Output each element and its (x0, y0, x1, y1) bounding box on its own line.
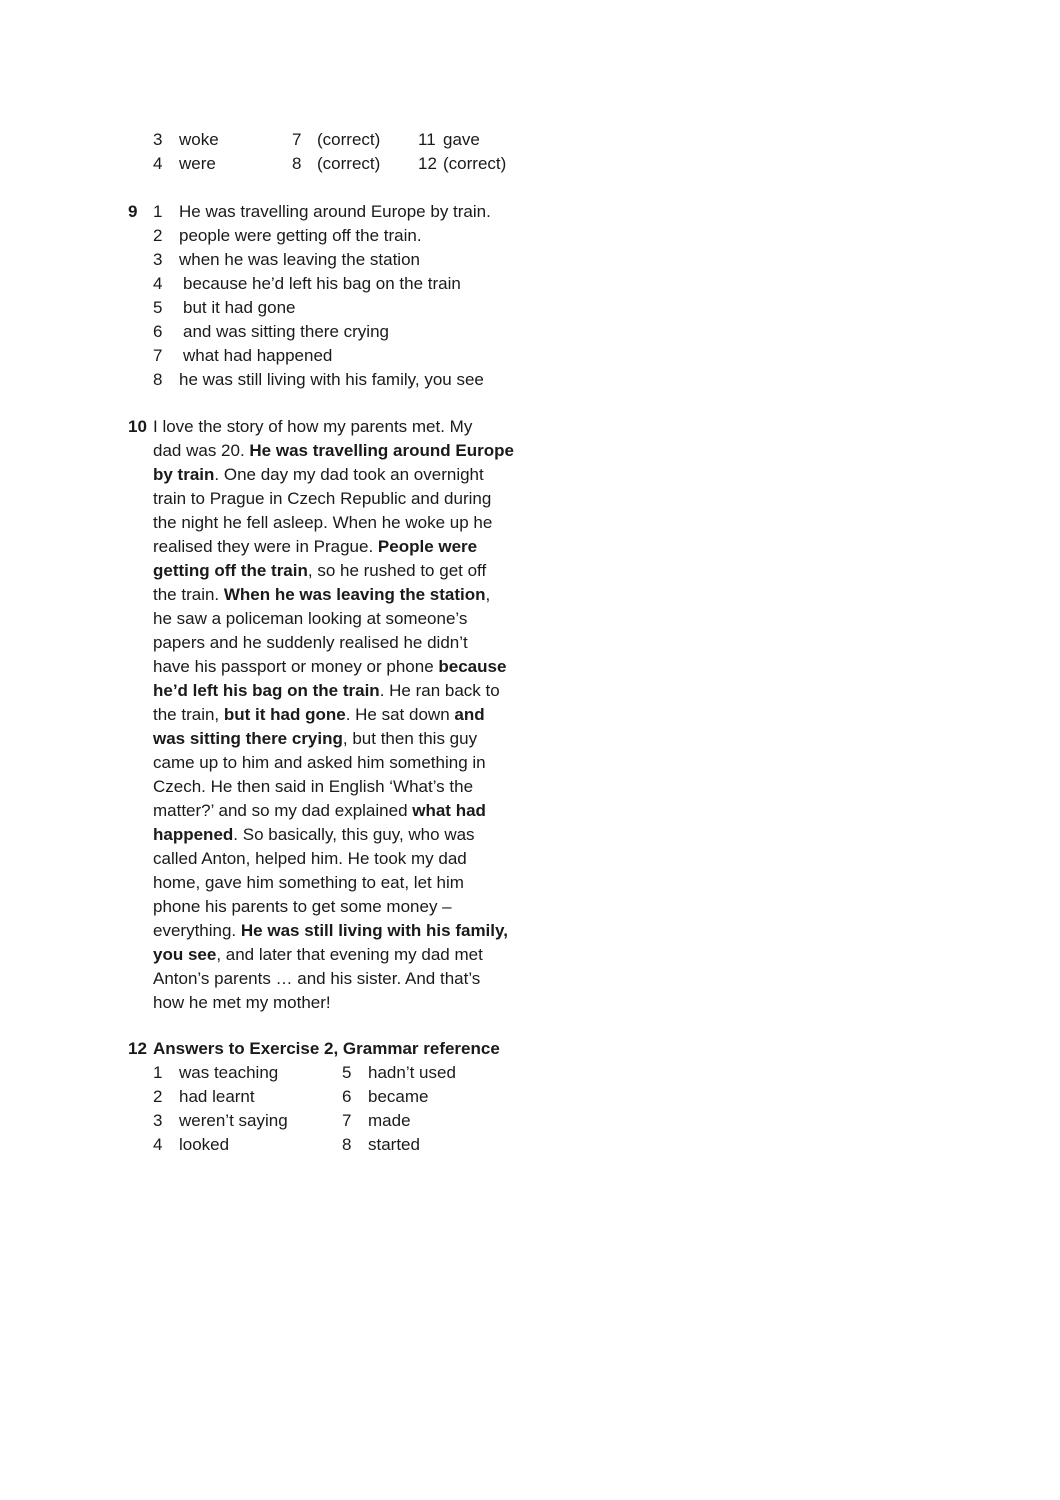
paragraph-line (153, 415, 533, 439)
item-number: 3 (153, 130, 163, 149)
paragraph-line (153, 679, 533, 703)
item-answer: looked (179, 1135, 230, 1154)
paragraph-line (153, 751, 533, 775)
text-segment: , so he rushed to get off (307, 561, 487, 580)
text-segment: phone his parents to get some money – (153, 897, 452, 916)
text-segment: he saw a policeman looking at someone’s (153, 609, 468, 628)
item-number: 1 (153, 1063, 163, 1082)
item-number: 8 (292, 154, 302, 173)
item-number: 8 (342, 1135, 352, 1154)
item-answer: started (368, 1135, 420, 1154)
item-answer: when he was leaving the station (179, 250, 420, 269)
item-answer: was teaching (179, 1063, 279, 1082)
item-number: 3 (153, 1111, 163, 1130)
text-segment: dad was 20. (153, 441, 250, 460)
text-segment: train to Prague in Czech Republic and during (153, 489, 492, 508)
item-number: 2 (153, 226, 163, 245)
item-answer: people were getting off the train. (179, 226, 422, 245)
item-answer: he was still living with his family, you see (179, 370, 484, 389)
text-segment: realised they were in Prague. (153, 537, 378, 556)
paragraph-line (153, 703, 533, 727)
highlighted-answer: but it had gone (223, 705, 346, 724)
paragraph-line (153, 511, 533, 535)
highlighted-answer: by train (153, 465, 215, 484)
highlighted-answer: because (438, 657, 507, 676)
item-answer: became (368, 1087, 429, 1106)
item-number: 5 (342, 1063, 352, 1082)
item-answer: He was travelling around Europe by train. (179, 202, 491, 221)
paragraph-line (153, 439, 533, 463)
item-answer: were (179, 154, 216, 173)
text-segment: everything. (153, 921, 241, 940)
text-segment: papers and he suddenly realised he didn’t (153, 633, 468, 652)
item-number: 7 (292, 130, 302, 149)
highlighted-answer: He was still living with his family, (240, 921, 508, 940)
exercise-12-title: Answers to Exercise 2, Grammar reference (153, 1039, 500, 1058)
paragraph-line (153, 727, 533, 751)
text-segment: have his passport or money or phone (153, 657, 439, 676)
highlighted-answer: and (454, 705, 485, 724)
paragraph-line (153, 799, 533, 823)
text-segment: matter?’ and so my dad explained (153, 801, 413, 820)
item-answer: woke (179, 130, 219, 149)
highlighted-answer: People were (377, 537, 478, 556)
item-answer: gave (443, 130, 480, 149)
highlighted-answer: When he was leaving the station (223, 585, 486, 604)
text-segment: I love the story of how my parents met. My (153, 417, 473, 436)
text-segment: the train. (153, 585, 224, 604)
paragraph-line (153, 895, 533, 919)
item-number: 6 (153, 322, 163, 341)
paragraph-line (153, 919, 533, 943)
text-segment: the train, (153, 705, 224, 724)
item-answer: (correct) (443, 154, 507, 173)
paragraph-line (153, 631, 533, 655)
item-number: 8 (153, 370, 163, 389)
text-segment: home, gave him something to eat, let him (153, 873, 464, 892)
item-number: 3 (153, 250, 163, 269)
item-number: 2 (153, 1087, 163, 1106)
paragraph-line (153, 823, 533, 847)
paragraph-line (153, 583, 533, 607)
text-segment: came up to him and asked him something in (153, 753, 486, 772)
exercise-number: 9 (128, 202, 138, 221)
paragraph-line (153, 559, 533, 583)
highlighted-answer: he’d left his bag on the train (153, 681, 380, 700)
text-segment: the night he fell asleep. When he woke up he (153, 513, 493, 532)
paragraph-line (153, 535, 533, 559)
item-answer: what had happened (183, 346, 333, 365)
text-segment: . He ran back to (379, 681, 500, 700)
highlighted-answer: happened (153, 825, 234, 844)
paragraph-line (153, 943, 533, 967)
text-segment: Czech. He then said in English ‘What’s the (153, 777, 474, 796)
item-number: 7 (153, 346, 163, 365)
item-number: 4 (153, 274, 163, 293)
item-answer: and was sitting there crying (183, 322, 389, 341)
text-segment: called Anton, helped him. He took my dad (153, 849, 467, 868)
paragraph-line (153, 775, 533, 799)
paragraph-line (153, 463, 533, 487)
paragraph-line (153, 655, 533, 679)
item-number: 6 (342, 1087, 352, 1106)
text-segment: , (485, 585, 491, 604)
paragraph-line (153, 967, 533, 991)
text-segment: . He sat down (345, 705, 455, 724)
text-segment: how he met my mother! (153, 993, 331, 1012)
paragraph-line (153, 847, 533, 871)
item-answer: (correct) (317, 154, 381, 173)
paragraph-line (153, 991, 533, 1015)
paragraph-line (153, 607, 533, 631)
item-answer: but it had gone (183, 298, 296, 317)
highlighted-answer: getting off the train (153, 561, 308, 580)
item-number: 4 (153, 1135, 163, 1154)
exercise-10-paragraph (153, 415, 533, 1015)
highlighted-answer: was sitting there crying (153, 729, 343, 748)
paragraph-line (153, 487, 533, 511)
item-answer: had learnt (179, 1087, 255, 1106)
item-number: 7 (342, 1111, 352, 1130)
item-number: 12 (418, 154, 437, 173)
text-segment: . One day my dad took an overnight (214, 465, 484, 484)
item-answer: (correct) (317, 130, 381, 149)
exercise-number: 12 (128, 1039, 147, 1058)
item-number: 5 (153, 298, 163, 317)
item-answer: because he’d left his bag on the train (183, 274, 461, 293)
highlighted-answer: you see (153, 945, 217, 964)
paragraph-line (153, 871, 533, 895)
item-answer: made (368, 1111, 411, 1130)
item-number: 11 (418, 130, 436, 149)
item-number: 4 (153, 154, 163, 173)
highlighted-answer: He was travelling around Europe (249, 441, 514, 460)
text-segment: , but then this guy (342, 729, 478, 748)
item-number: 1 (153, 202, 163, 221)
highlighted-answer: what had (412, 801, 486, 820)
exercise-number: 10 (128, 417, 147, 436)
item-answer: hadn’t used (368, 1063, 456, 1082)
text-segment: . So basically, this guy, who was (233, 825, 475, 844)
text-segment: Anton’s parents … and his sister. And that’s (153, 969, 481, 988)
item-answer: weren’t saying (179, 1111, 288, 1130)
text-segment: , and later that evening my dad met (216, 945, 483, 964)
